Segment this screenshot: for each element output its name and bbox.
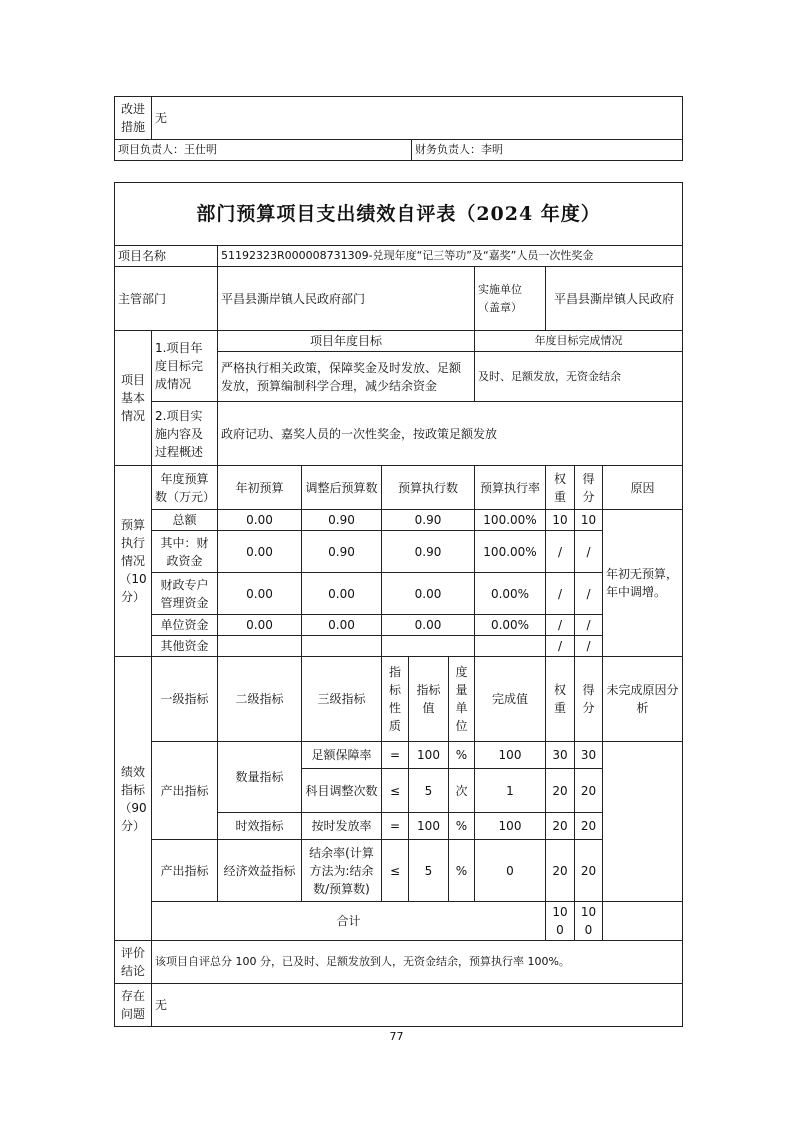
perf-row	[115, 742, 683, 769]
perf-nature: ≤	[382, 840, 409, 902]
perf-reason-empty	[603, 742, 683, 902]
budget-row-score: 10	[575, 510, 603, 531]
perf-header-weight: 权重	[546, 657, 575, 742]
perf-score: 20	[575, 769, 603, 813]
perf-l3: 按时发放率	[302, 813, 382, 840]
budget-row-initial: 0.00	[218, 573, 302, 615]
perf-unit: %	[449, 840, 475, 902]
perf-score: 20	[575, 840, 603, 902]
budget-row-name: 总额	[152, 510, 218, 531]
budget-row-executed: 0.00	[382, 615, 475, 636]
perf-header-l3: 三级指标	[302, 657, 382, 742]
perf-value: 5	[409, 769, 449, 813]
budget-row-initial	[218, 636, 302, 657]
budget-row-executed: 0.90	[382, 510, 475, 531]
budget-row-name: 其中：财政资金	[152, 531, 218, 573]
budget-row-weight: /	[546, 615, 575, 636]
budget-row-adjusted: 0.90	[302, 531, 382, 573]
completion-header: 年度目标完成情况	[475, 331, 683, 352]
perf-l2-econ: 经济效益指标	[218, 840, 302, 902]
content-label: 2.项目实施内容及过程概述	[152, 402, 218, 466]
top-table	[114, 96, 683, 161]
perf-l3: 足额保障率	[302, 742, 382, 769]
budget-row-weight: /	[546, 531, 575, 573]
budget-row-executed: 0.00	[382, 573, 475, 615]
total-score: 100	[575, 902, 603, 941]
budget-row-score: /	[575, 531, 603, 573]
budget-row	[115, 510, 683, 531]
perf-header-reason: 未完成原因分析	[603, 657, 683, 742]
perf-weight: 20	[546, 769, 575, 813]
impl-unit-label: 实施单位（盖章）	[475, 267, 546, 331]
budget-row-weight: /	[546, 573, 575, 615]
finance-leader: 财务负责人：李明	[412, 140, 683, 161]
project-leader: 项目负责人：王仕明	[115, 140, 412, 161]
evaluation-label: 评价结论	[115, 941, 152, 984]
issues-label: 存在问题	[115, 984, 152, 1027]
goal-header: 项目年度目标	[218, 331, 475, 352]
perf-l1-output-2: 产出指标	[152, 840, 218, 902]
perf-weight: 30	[546, 742, 575, 769]
perf-value: 5	[409, 840, 449, 902]
perf-l2-time: 时效指标	[218, 813, 302, 840]
perf-value: 100	[409, 813, 449, 840]
budget-row	[115, 636, 683, 657]
budget-row	[115, 531, 683, 573]
total-weight: 100	[546, 902, 575, 941]
measures-value: 无	[152, 97, 683, 140]
perf-unit: %	[449, 813, 475, 840]
perf-weight: 20	[546, 840, 575, 902]
budget-row-adjusted: 0.90	[302, 510, 382, 531]
perf-nature: =	[382, 742, 409, 769]
perf-weight: 20	[546, 813, 575, 840]
perf-value: 100	[409, 742, 449, 769]
budget-header-score: 得分	[575, 466, 603, 510]
basic-section-label: 项目基本情况	[115, 331, 152, 466]
measures-label: 改进措施	[115, 97, 152, 140]
perf-l2-quantity: 数量指标	[218, 742, 302, 813]
perf-header-unit: 度量单位	[449, 657, 475, 742]
budget-header-weight: 权重	[546, 466, 575, 510]
total-empty	[603, 902, 683, 941]
perf-header-value: 指标值	[409, 657, 449, 742]
perf-header-l1: 一级指标	[152, 657, 218, 742]
perf-header-score: 得分	[575, 657, 603, 742]
budget-row-name: 单位资金	[152, 615, 218, 636]
budget-row-name: 其他资金	[152, 636, 218, 657]
perf-l1-output: 产出指标	[152, 742, 218, 840]
page-number: 77	[389, 1030, 404, 1043]
budget-section-label: 预算执行情况（10分）	[115, 466, 152, 657]
issues-text: 无	[152, 984, 683, 1027]
budget-header-initial: 年初预算	[218, 466, 302, 510]
budget-header-rate: 预算执行率	[475, 466, 546, 510]
project-name-label: 项目名称	[115, 246, 218, 267]
self-evaluation-table	[114, 182, 683, 1027]
goal-text: 严格执行相关政策，保障奖金及时发放、足额发放，预算编制科学合理，减少结余资金	[218, 352, 475, 402]
budget-row-adjusted	[302, 636, 382, 657]
budget-row-rate: 100.00%	[475, 510, 546, 531]
dept-value: 平昌县澌岸镇人民政府部门	[218, 267, 475, 331]
budget-row-score: /	[575, 573, 603, 615]
budget-row-score: /	[575, 615, 603, 636]
perf-actual: 100	[475, 742, 546, 769]
budget-row-initial: 0.00	[218, 510, 302, 531]
budget-row-weight: /	[546, 636, 575, 657]
completion-text: 及时、足额发放，无资金结余	[475, 352, 683, 402]
impl-unit-value: 平昌县澌岸镇人民政府	[546, 267, 683, 331]
perf-score: 20	[575, 813, 603, 840]
budget-row-adjusted: 0.00	[302, 615, 382, 636]
budget-row-score: /	[575, 636, 603, 657]
budget-header-reason: 原因	[603, 466, 683, 510]
budget-row-weight: 10	[546, 510, 575, 531]
budget-row-initial: 0.00	[218, 615, 302, 636]
perf-actual: 1	[475, 769, 546, 813]
budget-row-executed	[382, 636, 475, 657]
dept-label: 主管部门	[115, 267, 218, 331]
budget-row	[115, 573, 683, 615]
budget-header-adjusted: 调整后预算数	[302, 466, 382, 510]
project-name-value: 51192323R000008731309-兑现年度“记三等功”及“嘉奖”人员一次性奖金	[218, 246, 683, 267]
evaluation-text: 该项目自评总分 100 分，已及时、足额发放到人，无资金结余，预算执行率 100%。	[152, 941, 683, 984]
total-label: 合计	[152, 902, 546, 941]
perf-unit: 次	[449, 769, 475, 813]
budget-row-name: 财政专户管理资金	[152, 573, 218, 615]
perf-l3: 结余率(计算方法为:结余数/预算数)	[302, 840, 382, 902]
perf-header-nature: 指标性质	[382, 657, 409, 742]
perf-nature: ≤	[382, 769, 409, 813]
budget-row-rate: 0.00%	[475, 573, 546, 615]
content-text: 政府记功、嘉奖人员的一次性奖金，按政策足额发放	[218, 402, 683, 466]
budget-row-rate: 100.00%	[475, 531, 546, 573]
perf-unit: %	[449, 742, 475, 769]
budget-row-adjusted: 0.00	[302, 573, 382, 615]
page-title: 部门预算项目支出绩效自评表（2024 年度）	[115, 183, 683, 246]
goal-label: 1.项目年度目标完成情况	[152, 331, 218, 402]
budget-header-amount: 年度预算数（万元）	[152, 466, 218, 510]
budget-row	[115, 615, 683, 636]
budget-row-rate: 0.00%	[475, 615, 546, 636]
perf-header-l2: 二级指标	[218, 657, 302, 742]
budget-row-rate	[475, 636, 546, 657]
perf-header-actual: 完成值	[475, 657, 546, 742]
budget-row-initial: 0.00	[218, 531, 302, 573]
performance-section-label: 绩效指标（90分）	[115, 657, 152, 941]
perf-nature: =	[382, 813, 409, 840]
perf-score: 30	[575, 742, 603, 769]
perf-actual: 0	[475, 840, 546, 902]
budget-reason: 年初无预算，年中调增。	[603, 510, 683, 657]
perf-actual: 100	[475, 813, 546, 840]
budget-header-executed: 预算执行数	[382, 466, 475, 510]
budget-row-executed: 0.90	[382, 531, 475, 573]
perf-row	[115, 840, 683, 902]
perf-l3: 科目调整次数	[302, 769, 382, 813]
